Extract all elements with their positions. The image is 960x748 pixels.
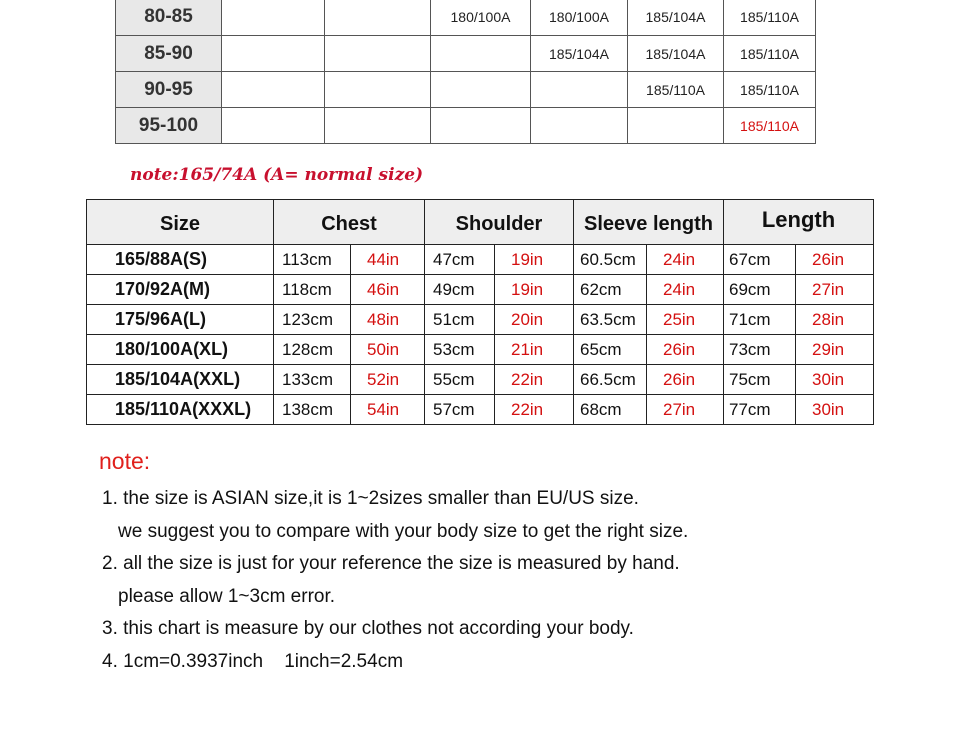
size-cell — [325, 108, 431, 144]
size-cell — [531, 108, 628, 144]
shoulder-in: 21in — [495, 335, 574, 365]
header-length: Length — [724, 200, 874, 245]
weight-cell: 95-100 — [116, 108, 222, 144]
size-cell: 180/100A — [431, 0, 531, 36]
header-chest: Chest — [274, 200, 425, 245]
sleeve-cm: 66.5cm — [574, 365, 647, 395]
shoulder-in: 22in — [495, 395, 574, 425]
size-label: 185/110A(XXXL) — [87, 395, 274, 425]
header-row — [87, 200, 874, 245]
chest-in: 50in — [351, 335, 425, 365]
length-cm: 73cm — [724, 335, 796, 365]
size-cell — [531, 72, 628, 108]
size-cell: 185/110A — [724, 72, 816, 108]
note-line: please allow 1~3cm error. — [118, 585, 336, 607]
chest-cm: 123cm — [274, 305, 351, 335]
sleeve-cm: 62cm — [574, 275, 647, 305]
shoulder-in: 19in — [495, 245, 574, 275]
table-row — [87, 395, 874, 425]
shoulder-cm: 57cm — [425, 395, 495, 425]
shoulder-in: 19in — [495, 275, 574, 305]
table-row — [116, 108, 816, 144]
size-cell: 185/104A — [628, 36, 724, 72]
size-cell — [325, 36, 431, 72]
chest-cm: 113cm — [274, 245, 351, 275]
length-cm: 75cm — [724, 365, 796, 395]
shoulder-cm: 55cm — [425, 365, 495, 395]
sleeve-cm: 65cm — [574, 335, 647, 365]
sleeve-in: 24in — [647, 275, 724, 305]
size-cell — [431, 36, 531, 72]
length-in: 27in — [796, 275, 874, 305]
sleeve-in: 27in — [647, 395, 724, 425]
size-label: 175/96A(L) — [87, 305, 274, 335]
sleeve-in: 25in — [647, 305, 724, 335]
sleeve-cm: 68cm — [574, 395, 647, 425]
sleeve-cm: 63.5cm — [574, 305, 647, 335]
table-row — [116, 36, 816, 72]
size-cell — [431, 108, 531, 144]
size-cell — [222, 108, 325, 144]
length-in: 28in — [796, 305, 874, 335]
weight-cell: 85-90 — [116, 36, 222, 72]
size-label: 180/100A(XL) — [87, 335, 274, 365]
table-row — [87, 305, 874, 335]
size-cell: 185/110A — [724, 0, 816, 36]
shoulder-cm: 53cm — [425, 335, 495, 365]
length-in: 29in — [796, 335, 874, 365]
size-label: 165/88A(S) — [87, 245, 274, 275]
length-cm: 71cm — [724, 305, 796, 335]
size-cell — [628, 108, 724, 144]
size-cell — [325, 0, 431, 36]
table-row — [87, 275, 874, 305]
chest-in: 46in — [351, 275, 425, 305]
shoulder-in: 20in — [495, 305, 574, 335]
note-line: 3. this chart is measure by our clothes not according your body. — [102, 618, 634, 640]
header-shoulder: Shoulder — [425, 200, 574, 245]
size-cell: 180/100A — [531, 0, 628, 36]
chest-in: 54in — [351, 395, 425, 425]
chest-in: 44in — [351, 245, 425, 275]
chest-cm: 138cm — [274, 395, 351, 425]
weight-cell: 80-85 — [116, 0, 222, 36]
table-row — [87, 335, 874, 365]
sleeve-cm: 60.5cm — [574, 245, 647, 275]
note-line: we suggest you to compare with your body size to get the right size. — [118, 520, 689, 542]
size-cell: 185/110A — [724, 108, 816, 144]
length-in: 30in — [796, 365, 874, 395]
notes-section — [99, 448, 688, 679]
size-cell — [431, 72, 531, 108]
size-cell — [222, 72, 325, 108]
size-cell: 185/104A — [628, 0, 724, 36]
sleeve-in: 24in — [647, 245, 724, 275]
size-label: 185/104A(XXL) — [87, 365, 274, 395]
length-cm: 69cm — [724, 275, 796, 305]
size-cell: 185/110A — [724, 36, 816, 72]
sleeve-in: 26in — [647, 365, 724, 395]
shoulder-cm: 49cm — [425, 275, 495, 305]
size-cell — [222, 0, 325, 36]
header-sleeve-length: Sleeve length — [574, 200, 724, 245]
size-chart-table — [86, 199, 874, 425]
length-in: 26in — [796, 245, 874, 275]
note-line: 1. the size is ASIAN size,it is 1~2sizes smaller than EU/US size. — [102, 488, 639, 509]
sleeve-in: 26in — [647, 335, 724, 365]
shoulder-cm: 47cm — [425, 245, 495, 275]
size-note: note:165/74A (A= normal size) — [130, 165, 424, 185]
note-line: 4. 1cm=0.3937inch 1inch=2.54cm — [102, 650, 404, 672]
chest-cm: 133cm — [274, 365, 351, 395]
chest-in: 52in — [351, 365, 425, 395]
chest-cm: 128cm — [274, 335, 351, 365]
size-label: 170/92A(M) — [87, 275, 274, 305]
size-cell: 185/104A — [531, 36, 628, 72]
header-size: Size — [87, 200, 274, 245]
weight-cell: 90-95 — [116, 72, 222, 108]
chest-cm: 118cm — [274, 275, 351, 305]
table-row — [116, 72, 816, 108]
chest-in: 48in — [351, 305, 425, 335]
notes-title: note: — [99, 448, 151, 474]
length-in: 30in — [796, 395, 874, 425]
size-cell — [325, 72, 431, 108]
length-cm: 77cm — [724, 395, 796, 425]
size-cell — [222, 36, 325, 72]
size-cell: 185/110A — [628, 72, 724, 108]
shoulder-cm: 51cm — [425, 305, 495, 335]
length-cm: 67cm — [724, 245, 796, 275]
table-row — [87, 365, 874, 395]
table-row — [87, 245, 874, 275]
table-row — [116, 0, 816, 36]
weight-size-table — [115, 0, 816, 144]
shoulder-in: 22in — [495, 365, 574, 395]
note-line: 2. all the size is just for your reference the size is measured by hand. — [102, 553, 680, 575]
